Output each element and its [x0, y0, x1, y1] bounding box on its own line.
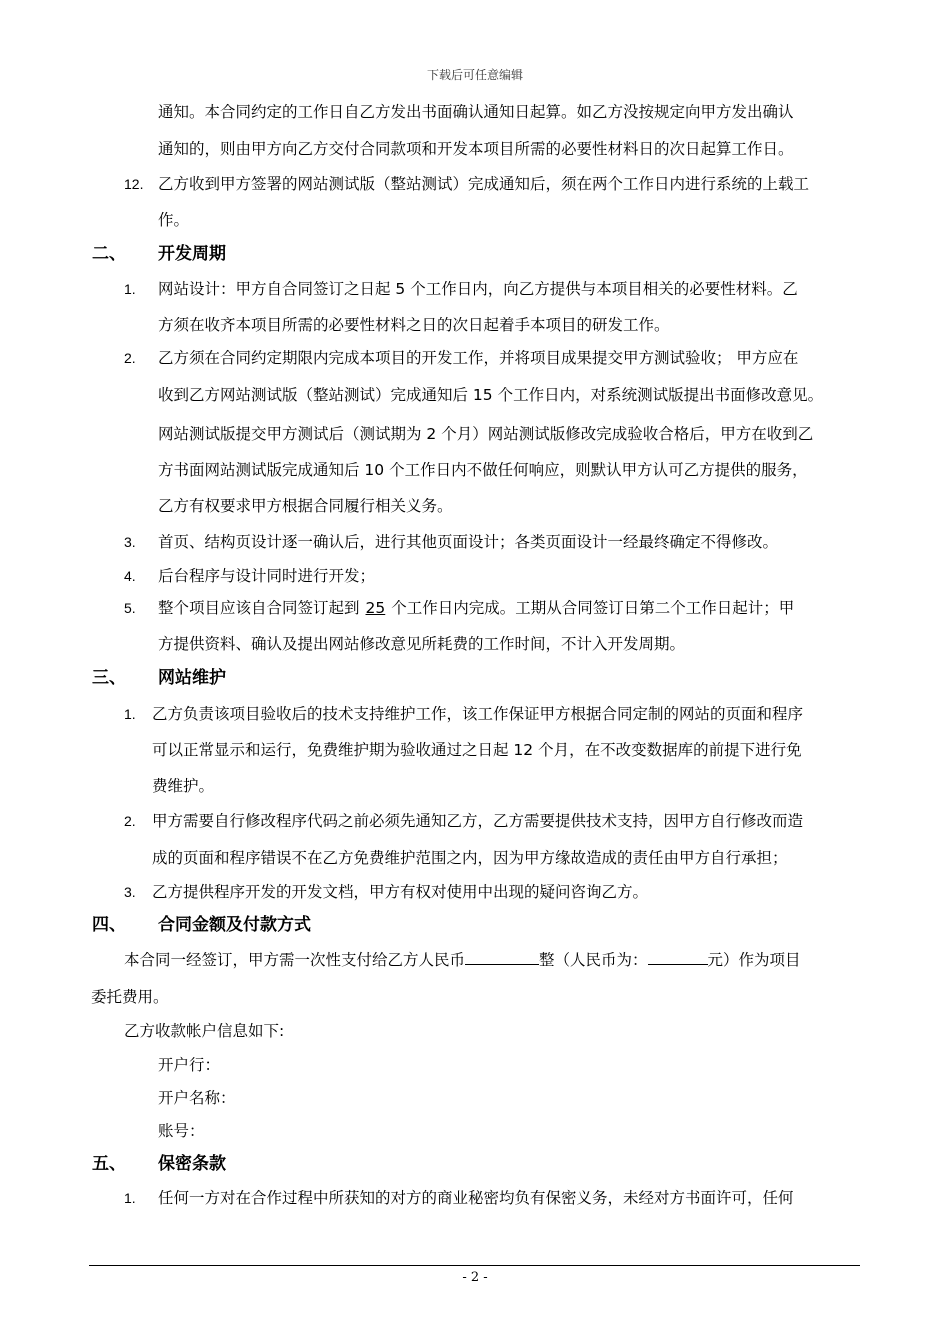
- amount-rmb-blank[interactable]: [648, 949, 708, 965]
- item-text: 首页、结构页设计逐一确认后，进行其他页面设计；各类页面设计一经最终确定不得修改。: [158, 533, 779, 551]
- item-number: 2.: [124, 350, 136, 366]
- item-text: 费维护。: [152, 777, 215, 795]
- item-text: 成的页面和程序错误不在乙方免费维护范围之内，因为甲方缘故造成的责任由甲方自行承担；: [152, 849, 788, 867]
- section-title: 合同金额及付款方式: [158, 915, 311, 935]
- payment-text-c: 元）作为项目: [707, 951, 801, 969]
- item-number: 1.: [124, 706, 136, 722]
- section-title: 保密条款: [158, 1154, 226, 1174]
- section-number: 三、: [92, 668, 126, 688]
- item-text: 网站设计：甲方自合同签订之日起 5 个工作日内，向乙方提供与本项目相关的必要性材料。乙: [158, 280, 798, 298]
- payment-text-a: 本合同一经签订，甲方需一次性支付给乙方人民币: [124, 951, 466, 969]
- item-text: 作。: [158, 211, 190, 229]
- item-number: 5.: [124, 600, 136, 616]
- item-text: 乙方须在合同约定期限内完成本项目的开发工作，并将项目成果提交甲方测试验收； 甲方应在: [158, 349, 799, 367]
- account-intro: 乙方收款帐户信息如下:: [124, 1022, 285, 1040]
- item-number: 3.: [124, 884, 136, 900]
- item-text: 乙方收到甲方签署的网站测试版（整站测试）完成通知后，须在两个工作日内进行系统的上载工: [158, 175, 810, 193]
- item-text: 乙方提供程序开发的开发文档，甲方有权对使用中出现的疑问咨询乙方。: [152, 883, 649, 901]
- item-text-post: 个工作日内完成。工期从合同签订日第二个工作日起计；甲: [391, 599, 795, 617]
- item-text: 乙方负责该项目验收后的技术支持维护工作，该工作保证甲方根据合同定制的网站的页面和程序: [152, 705, 804, 723]
- account-name-label: 开户名称：: [158, 1089, 236, 1107]
- page-header: 下载后可任意编辑: [426, 68, 523, 82]
- item-text-pre: 整个项目应该自合同签订起到: [158, 599, 360, 617]
- section-number: 五、: [92, 1154, 126, 1174]
- account-number-label: 账号：: [158, 1122, 205, 1140]
- item-text: [158, 598, 794, 618]
- section-number: 四、: [92, 915, 126, 935]
- page-number: - 2 -: [462, 1270, 488, 1285]
- payment-paragraph: [124, 949, 801, 970]
- item-text: 任何一方对在合作过程中所获知的对方的商业秘密均负有保密义务，未经对方书面许可，任何: [158, 1189, 794, 1207]
- item-text: 方须在收齐本项目所需的必要性材料之日的次日起着手本项目的研发工作。: [158, 316, 670, 334]
- item-text: 可以正常显示和运行，免费维护期为验收通过之日起 12 个月，在不改变数据库的前提下进行免: [152, 741, 802, 759]
- item-text: 甲方需要自行修改程序代码之前必须先通知乙方，乙方需要提供技术支持，因甲方自行修改而造: [152, 812, 804, 830]
- item-text: 收到乙方网站测试版（整站测试）完成通知后 15 个工作日内，对系统测试版提出书面修改意见。: [158, 386, 824, 404]
- continuation-line: 通知的，则由甲方向乙方交付合同款项和开发本项目所需的必要性材料日的次日起算工作日。: [158, 140, 794, 158]
- item-text: 网站测试版提交甲方测试后（测试期为 2 个月）网站测试版修改完成验收合格后，甲方在收到乙: [158, 425, 814, 443]
- section-title: 开发周期: [158, 244, 226, 264]
- continuation-line: 通知。本合同约定的工作日自乙方发出书面确认通知日起算。如乙方没按规定向甲方发出确认: [158, 103, 794, 121]
- amount-blank[interactable]: [465, 949, 539, 965]
- item-text: 乙方有权要求甲方根据合同履行相关义务。: [158, 497, 453, 515]
- item-number: 2.: [124, 813, 136, 829]
- item-number: 1.: [124, 281, 136, 297]
- section-title: 网站维护: [158, 668, 226, 688]
- bank-label: 开户行：: [158, 1056, 221, 1074]
- item-text: 方提供资料、确认及提出网站修改意见所耗费的工作时间，不计入开发周期。: [158, 635, 686, 653]
- footer-divider: [89, 1265, 860, 1266]
- payment-text-b: 整（人民币为：: [539, 951, 648, 969]
- item-number: 12.: [124, 176, 144, 192]
- item-text: 方书面网站测试版完成通知后 10 个工作日内不做任何响应，则默认甲方认可乙方提供的服务，: [158, 461, 808, 479]
- payment-paragraph-end: 委托费用。: [91, 988, 169, 1006]
- item-number: 4.: [124, 568, 136, 584]
- item-text: 后台程序与设计同时进行开发；: [158, 567, 376, 585]
- item-number: 3.: [124, 534, 136, 550]
- item-number: 1.: [124, 1190, 136, 1206]
- section-number: 二、: [92, 244, 126, 264]
- duration-value: 25: [365, 599, 386, 617]
